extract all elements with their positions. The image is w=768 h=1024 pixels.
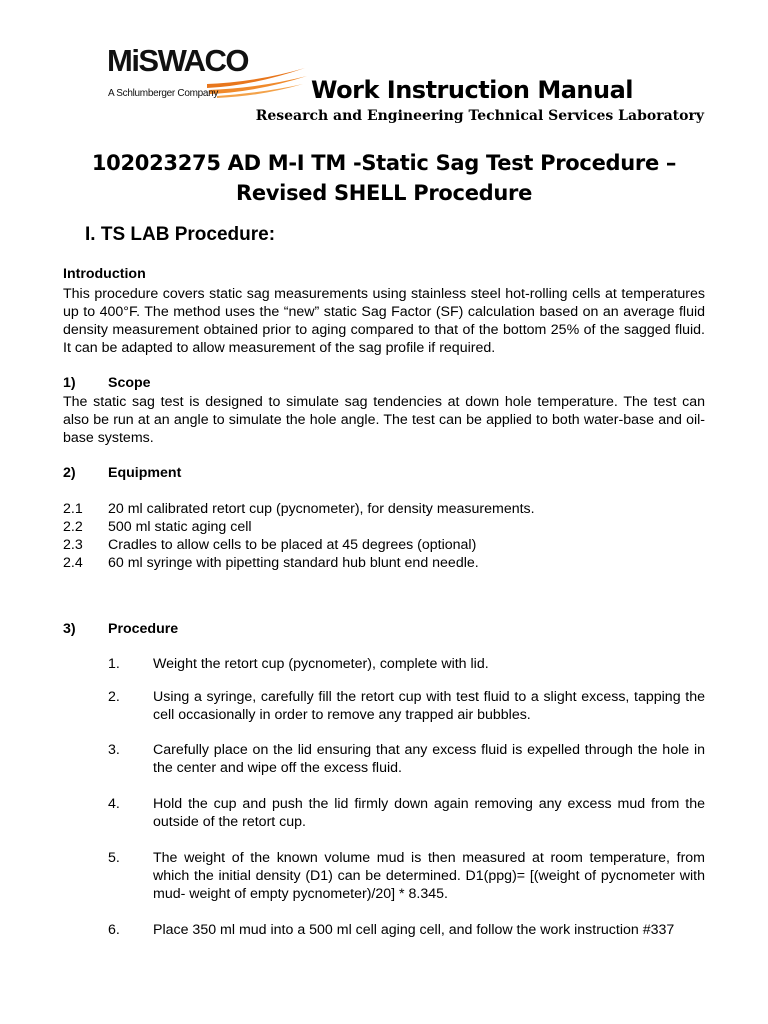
scope-heading <box>63 375 151 391</box>
introduction-heading: Introduction <box>63 266 146 282</box>
equipment-list <box>63 500 535 572</box>
list-item: 2.3 Cradles to allow cells to be placed at 45 degrees (optional) <box>63 537 477 553</box>
equipment-number: 2) <box>63 465 76 481</box>
procedure-step: 4. Hold the cup and push the lid firmly down again removing any excess mud from the outside of the retort cup. <box>108 796 705 830</box>
document-title-line1: 102023275 AD M-I TM -Static Sag Test Procedure – <box>91 151 677 175</box>
list-item: 2.2 500 ml static aging cell <box>63 519 252 535</box>
miswaco-logo <box>107 44 307 106</box>
procedure-step: 5. The weight of the known volume mud is then measured at room temperature, from which the initial density (D1) can be determined. D1(ppg)= [(weight of pycnometer with mud- weight of empty pycnometer)/20] * 8.345. <box>108 850 705 902</box>
scope-title: Scope <box>108 375 151 391</box>
document-title <box>60 148 708 208</box>
procedure-title: Procedure <box>108 621 179 637</box>
logo-tagline: A Schlumberger Company <box>108 88 219 99</box>
document-title-line2: Revised SHELL Procedure <box>235 181 533 205</box>
scope-number: 1) <box>63 375 76 391</box>
equipment-title: Equipment <box>108 465 182 481</box>
scope-text: The static sag test is designed to simulate sag tendencies at down hole temperature. The test can also be run at an angle to simulate the hole angle. The test can be applied to both water-base and oil-base systems. <box>63 394 705 446</box>
logo-swoosh-icon <box>207 48 307 98</box>
procedure-step: 1. Weight the retort cup (pycnometer), complete with lid. <box>108 656 489 672</box>
logo-wordmark: MiSWACO <box>107 43 249 78</box>
procedure-step: 3. Carefully place on the lid ensuring that any excess fluid is expelled through the hole in the center and wipe off the excess fluid. <box>108 742 705 776</box>
manual-subtitle: Research and Engineering Technical Services Laboratory <box>255 108 704 124</box>
manual-title: Work Instruction Manual <box>311 76 633 104</box>
list-item: 2.4 60 ml syringe with pipetting standard hub blunt end needle. <box>63 555 479 571</box>
procedure-number: 3) <box>63 621 76 637</box>
introduction-text: This procedure covers static sag measurements using stainless steel hot-rolling cells at temperatures up to 400°F. The method uses the “new” static Sag Factor (SF) calculation based on an average fluid density measurement obtained prior to aging compared to that of the bottom 25% of the sagged fluid. It can be adapted to allow measurement of the sag profile if required. <box>63 286 705 356</box>
section-heading: I. TS LAB Procedure: <box>85 224 276 245</box>
procedure-step: 6. Place 350 ml mud into a 500 ml cell aging cell, and follow the work instruction #337 <box>108 922 675 938</box>
equipment-heading <box>63 465 181 481</box>
list-item: 2.1 20 ml calibrated retort cup (pycnometer), for density measurements. <box>63 501 535 517</box>
procedure-heading <box>63 621 178 637</box>
procedure-step: 2. Using a syringe, carefully fill the retort cup with test fluid to a slight excess, tapping the cell occasionally in order to remove any trapped air bubbles. <box>108 689 705 723</box>
